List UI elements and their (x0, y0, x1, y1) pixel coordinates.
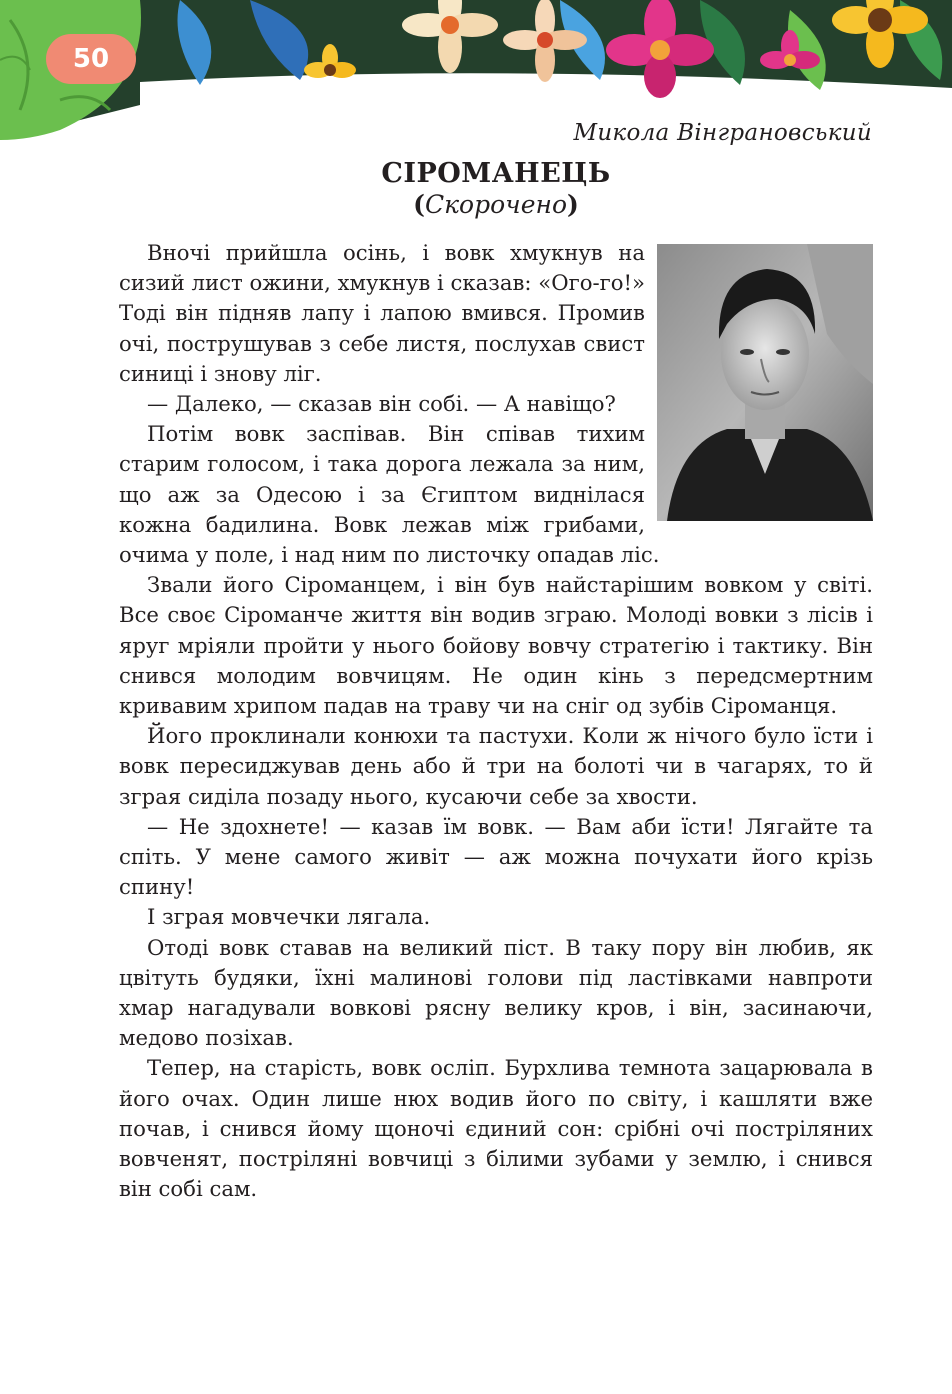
story-subtitle (0, 190, 952, 219)
paragraph-1: Вночі прийшла осінь, і вовк хмукнув на сизий лист ожини, хмукнув і сказав: «Ого-го!» Тоді він підняв лапу і лапою вмився. Промив очі, пострушував з себе листя, послухав свист синиці і знову ліг. (119, 240, 645, 386)
paragraph-3: Потім вовк заспівав. Він співав тихим старим голосом, і така дорога лежала за ним, що аж за Одесою і за Єгиптом виднілася кожна бадилина. Вовк лежав між грибами, очима у поле, і над ним по листочку опадав ліс. (119, 421, 660, 568)
subtitle-text: Скорочено (424, 190, 568, 219)
subtitle-open-paren: ( (413, 190, 425, 219)
paragraph-2: — Далеко, — сказав він собі. — А навіщо? (147, 391, 616, 417)
author-name: Микола Вінграновський (573, 120, 872, 146)
paragraph-8: Отоді вовк ставав на великий піст. В таку пору він любив, як цвітуть будяки, їхні малинові голови під ластівками навпроти хмар нагадували вовкові рясну велику кров, і він, засинаючи, медово позіхав. (119, 934, 873, 1051)
floral-header-banner (0, 0, 952, 140)
story-body (119, 238, 873, 1205)
paragraph-7: І зграя мовчечки лягала. (147, 904, 431, 930)
paragraph-5: Його проклинали конюхи та пастухи. Коли ж нічого було їсти і вовк пересиджував день або й три на болоті чи в чагарях, то й зграя сиділа позаду нього, кусаючи себе за хвости. (119, 723, 873, 809)
paragraph-6: — Не здохнете! — казав їм вовк. — Вам аби їсти! Лягайте та спіть. У мене самого живіт — аж можна почухати його крізь спину! (119, 813, 873, 900)
subtitle-close-paren: ) (567, 190, 579, 219)
story-title: СІРОМАНЕЦЬ (381, 158, 611, 189)
paragraph-9: Тепер, на старість, вовк осліп. Бурхлива темнота зацарювала в його очах. Один лише нюх водив його по світу, і кашляти вже почав, і снився йому щоночі єдиний сон: срібні очі постріляних вовченят, постріляні вовчиці з білими зубами у землю, і снився він собі сам. (119, 1055, 873, 1202)
image-wrap-spacer (645, 238, 873, 526)
paragraph-4: Звали його Сіроманцем, і він був найстарішим вовком у світі. Все своє Сіроманче життя він водив зграю. Молоді вовки з лісів і яруг мріяли пройти у нього бойову вовчу стратегію і тактику. Він снився молодим вовчицям. Не один кінь з передсмертним кривавим хрипом падав на траву чи на сніг од зубів Сіроманця. (119, 572, 873, 719)
page-number-badge: 50 (46, 34, 136, 84)
